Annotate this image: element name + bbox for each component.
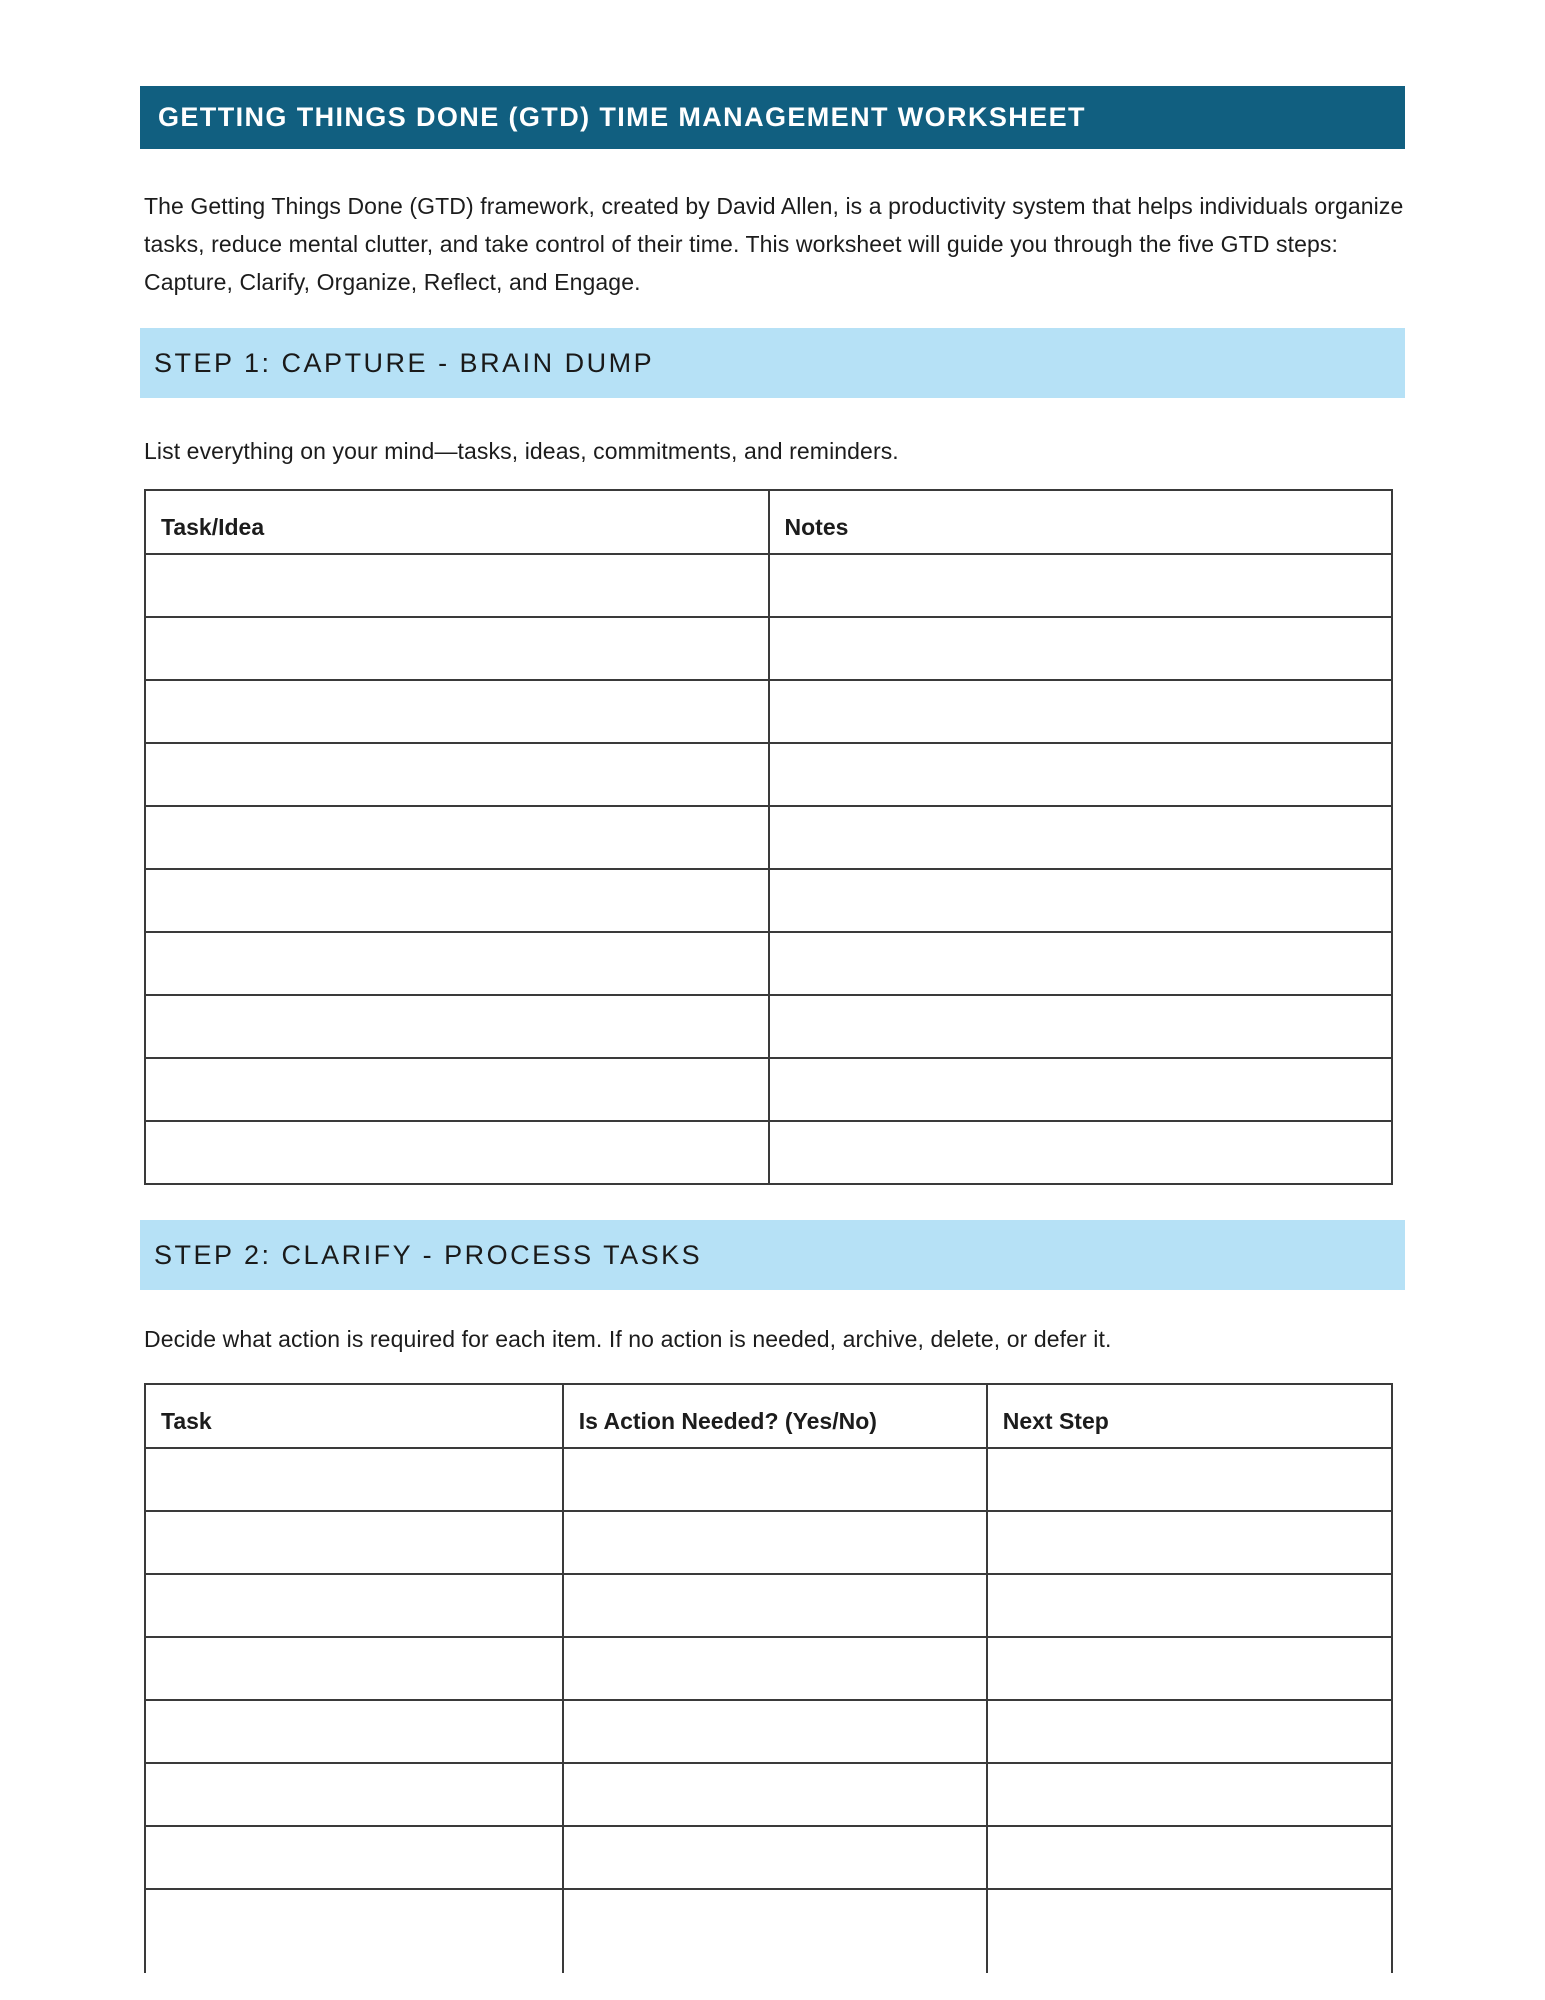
empty-cell[interactable]	[987, 1826, 1392, 1889]
empty-cell[interactable]	[769, 1121, 1393, 1184]
table-row	[145, 1511, 1392, 1574]
empty-cell[interactable]	[145, 806, 769, 869]
empty-cell[interactable]	[987, 1700, 1392, 1763]
empty-cell[interactable]	[145, 1058, 769, 1121]
document-title: GETTING THINGS DONE (GTD) TIME MANAGEMENT WORKSHEET	[158, 102, 1086, 132]
empty-cell[interactable]	[987, 1889, 1392, 1973]
empty-cell[interactable]	[769, 617, 1393, 680]
empty-cell[interactable]	[563, 1637, 987, 1700]
table-row	[145, 743, 1392, 806]
col-header-task-idea: Task/Idea	[145, 490, 769, 554]
empty-cell[interactable]	[563, 1511, 987, 1574]
title-bar	[140, 86, 1405, 149]
empty-cell[interactable]	[145, 995, 769, 1058]
empty-cell[interactable]	[769, 680, 1393, 743]
empty-cell[interactable]	[769, 869, 1393, 932]
col-header-action-needed: Is Action Needed? (Yes/No)	[563, 1384, 987, 1448]
empty-cell[interactable]	[145, 617, 769, 680]
empty-cell[interactable]	[145, 1700, 563, 1763]
empty-cell[interactable]	[769, 806, 1393, 869]
section-heading-step-2	[140, 1220, 1405, 1290]
empty-cell[interactable]	[769, 995, 1393, 1058]
table-row	[145, 1574, 1392, 1637]
empty-cell[interactable]	[145, 932, 769, 995]
col-header-notes: Notes	[769, 490, 1393, 554]
step-2-description: Decide what action is required for each item. If no action is needed, archive, delete, or defer it.	[144, 1326, 1112, 1352]
capture-table	[144, 489, 1393, 1185]
capture-table-header	[145, 490, 1392, 554]
table-row	[145, 932, 1392, 995]
table-row	[145, 554, 1392, 617]
table-row	[145, 1058, 1392, 1121]
empty-cell[interactable]	[145, 680, 769, 743]
table-row	[145, 869, 1392, 932]
table-row	[145, 617, 1392, 680]
empty-cell[interactable]	[145, 1637, 563, 1700]
empty-cell[interactable]	[563, 1826, 987, 1889]
empty-cell[interactable]	[145, 1448, 563, 1511]
clarify-table-body	[145, 1448, 1392, 1973]
clarify-table	[144, 1383, 1393, 1973]
empty-cell[interactable]	[145, 1763, 563, 1826]
section-heading-step-1	[140, 328, 1405, 398]
empty-cell[interactable]	[769, 932, 1393, 995]
empty-cell[interactable]	[769, 1058, 1393, 1121]
empty-cell[interactable]	[987, 1637, 1392, 1700]
step-1-description: List everything on your mind—tasks, ideas, commitments, and reminders.	[144, 438, 899, 464]
capture-table-body	[145, 554, 1392, 1184]
table-row	[145, 680, 1392, 743]
empty-cell[interactable]	[563, 1763, 987, 1826]
document-content	[140, 86, 1405, 1973]
empty-cell[interactable]	[145, 1826, 563, 1889]
header-row	[145, 490, 1392, 554]
table-row	[145, 806, 1392, 869]
empty-cell[interactable]	[563, 1448, 987, 1511]
table-row	[145, 1121, 1392, 1184]
empty-cell[interactable]	[769, 554, 1393, 617]
col-header-task: Task	[145, 1384, 563, 1448]
table-row	[145, 1763, 1392, 1826]
empty-cell[interactable]	[987, 1511, 1392, 1574]
empty-cell[interactable]	[145, 743, 769, 806]
empty-cell[interactable]	[563, 1574, 987, 1637]
table-row	[145, 1826, 1392, 1889]
empty-cell[interactable]	[145, 554, 769, 617]
step-1-heading-text: STEP 1: CAPTURE - BRAIN DUMP	[154, 347, 655, 378]
empty-cell[interactable]	[563, 1889, 987, 1973]
empty-cell[interactable]	[987, 1574, 1392, 1637]
table-row	[145, 1889, 1392, 1973]
table-row	[145, 995, 1392, 1058]
table-row	[145, 1637, 1392, 1700]
table-row	[145, 1448, 1392, 1511]
empty-cell[interactable]	[145, 1511, 563, 1574]
intro-paragraph: The Getting Things Done (GTD) framework, created by David Allen, is a productivity system that helps individuals organize tasks, reduce mental clutter, and take control of their time. This worksheet will guide you through the five GTD steps: Capture, Clarify, Organize, Reflect, and Engage.	[144, 193, 1404, 295]
step-2-heading-text: STEP 2: CLARIFY - PROCESS TASKS	[154, 1239, 703, 1270]
col-header-next-step: Next Step	[987, 1384, 1392, 1448]
empty-cell[interactable]	[563, 1700, 987, 1763]
empty-cell[interactable]	[145, 1574, 563, 1637]
table-row	[145, 1700, 1392, 1763]
clarify-table-header	[145, 1384, 1392, 1448]
empty-cell[interactable]	[987, 1448, 1392, 1511]
empty-cell[interactable]	[769, 743, 1393, 806]
empty-cell[interactable]	[145, 869, 769, 932]
empty-cell[interactable]	[145, 1889, 563, 1973]
empty-cell[interactable]	[987, 1763, 1392, 1826]
header-row	[145, 1384, 1392, 1448]
empty-cell[interactable]	[145, 1121, 769, 1184]
